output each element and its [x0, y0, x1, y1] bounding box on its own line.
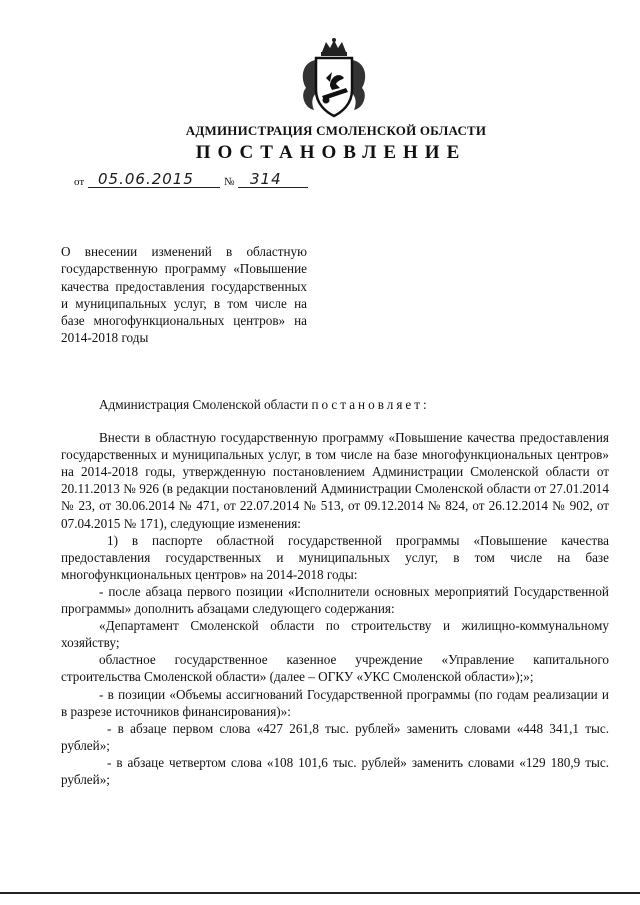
paragraph-item-1: 1) в паспорте областной государственной программы «Повышение качества предоставления государственных и муниципальных услуг, в том числе на базе многофункциональных центров» на 2014-2018 годы: [61, 532, 609, 582]
document-subject: О внесении изменений в областную государственную программу «Повышение качества предоставления государственных и муниципальных услуг, в том числе на базе многофункциональных центров» на 2014-2018 годы [61, 244, 307, 346]
document-type-title: ПОСТАНОВЛЕНИЕ [195, 142, 467, 163]
date-number-line [74, 170, 394, 190]
paragraph-intro: Внести в областную государственную программу «Повышение качества предоставления государственных и муниципальных услуг, в том числе на базе многофункциональных центров» на 2014-2018 годы, утвержденную постановлением Администрации Смоленской области от 20.11.2013 № 926 (в редакции постановлений Администрации Смоленской области от 27.01.2014 № 23, от 30.06.2014 № 471, от 22.07.2014 № 513, от 09.12.2014 № 824, от 26.12.2014 № 902, от 07.04.2015 № 171), следующие изменения: [61, 430, 609, 531]
number-label: № [224, 176, 235, 188]
organization-name: АДМИНИСТРАЦИЯ СМОЛЕНСКОЙ ОБЛАСТИ [185, 123, 487, 138]
paragraph-department: «Департамент Смоленской области по строительству и жилищно-коммунальному хозяйству; [61, 618, 609, 651]
date-label: от [74, 176, 85, 188]
preamble [61, 396, 609, 413]
paragraph-ogku: областное государственное казенное учреждение «Управление капитального строительства Смоленской области» (далее – ОГКУ «УКС Смоленской области»);»; [61, 652, 609, 685]
preamble-prefix: Администрация Смоленской области [99, 397, 309, 412]
paragraph-bullet-first: - в абзаце первом слова «427 261,8 тыс. рублей» заменить словами «448 341,1 тыс. рублей»; [61, 720, 609, 753]
document-body [61, 396, 609, 788]
number-handwritten: 314 [250, 170, 282, 188]
preamble-verb: постановляет: [311, 397, 430, 412]
paragraph-bullet-executors: - после абзаца первого позиции «Исполнители основных мероприятий Государственной программы» дополнить абзацами следующего содержания: [61, 583, 609, 617]
page-bottom-border [0, 892, 640, 894]
smolensk-coat-of-arms-icon [296, 38, 372, 120]
date-handwritten: 05.06.2015 [98, 170, 194, 188]
paragraph-bullet-allocations: - в позиции «Объемы ассигнований Государственной программы (по годам реализации и в разрезе источников финансирования)»: [61, 686, 609, 719]
paragraph-bullet-fourth: - в абзаце четвертом слова «108 101,6 тыс. рублей» заменить словами «129 180,9 тыс. рублей»; [61, 754, 609, 787]
